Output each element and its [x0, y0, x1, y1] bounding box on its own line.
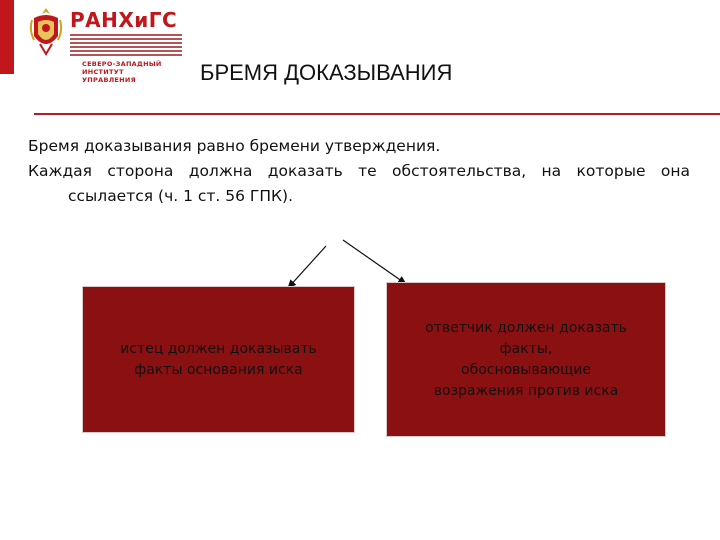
defendant-box-line: ответчик должен доказать: [425, 319, 627, 336]
arrow-right: [343, 240, 406, 284]
body-text: [28, 134, 690, 209]
left-accent-bar: [0, 0, 14, 74]
paragraph-2: Каждая сторона должна доказать те обстоятельства, на которые она ссылается (ч. 1 ст. 56 ГПК).: [28, 162, 690, 205]
logo-caption-lines: [70, 34, 182, 58]
plaintiff-box-line: истец должен доказывать: [120, 340, 317, 357]
logo-branch-line: ИНСТИТУТ УПРАВЛЕНИЯ: [82, 68, 136, 84]
plaintiff-box: [82, 286, 355, 433]
defendant-box-line: факты,: [499, 340, 553, 357]
logo-branch: [82, 60, 178, 84]
emblem-icon: [28, 6, 64, 56]
arrow-left: [288, 246, 326, 288]
defendant-box: [386, 282, 666, 437]
logo-branch-line: СЕВЕРО-ЗАПАДНЫЙ: [82, 60, 162, 68]
plaintiff-box-line: факты основания иска: [134, 361, 303, 378]
title-divider: [34, 113, 720, 115]
logo: [28, 6, 178, 84]
defendant-box-line: возражения против иска: [433, 382, 619, 399]
defendant-box-line: обосновывающие: [461, 361, 591, 378]
slide-title: БРЕМЯ ДОКАЗЫВАНИЯ: [200, 60, 453, 85]
logo-name: РАНХиГС: [70, 8, 178, 32]
paragraph-1: Бремя доказывания равно бремени утверждения.: [28, 137, 441, 155]
